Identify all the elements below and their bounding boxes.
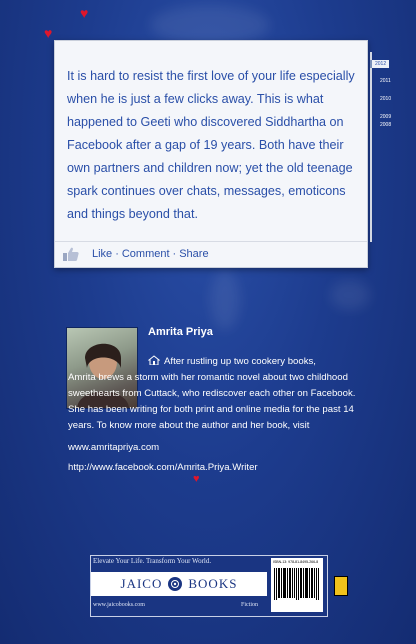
timeline-year-2009[interactable]: 2009	[380, 114, 392, 120]
author-website[interactable]: www.amritapriya.com	[68, 442, 160, 453]
publisher-mark	[334, 576, 348, 596]
timeline-year-2011[interactable]: 2011	[380, 78, 391, 84]
genre-label: Fiction	[241, 602, 259, 608]
author-facebook-url[interactable]: http://www.facebook.com/Amrita.Priya.Writer	[68, 462, 258, 473]
separator: ·	[115, 248, 119, 260]
heart-icon: ♥	[44, 25, 53, 41]
publisher-name-right: BOOKS	[188, 576, 238, 591]
barcode-box	[271, 558, 323, 612]
thumbs-up-icon	[63, 247, 79, 261]
bio-first-line	[68, 354, 368, 370]
bio-text: Amrita brews a storm with her romantic novel about two childhood sweethearts from Cuttack, who rediscover each other on Facebook. She has been writing for both print and online media for the past 14 years. To know more about the author and her book, visit	[68, 372, 356, 431]
timeline-year-2012[interactable]: 2012	[370, 60, 389, 68]
barcode	[274, 568, 320, 604]
publisher-tagline: Elevate Your Life. Transform Your World.	[93, 557, 212, 565]
publisher-name-left: JAICO	[120, 576, 163, 591]
separator: ·	[172, 248, 177, 260]
isbn-text: ISBN-13: 978-81-8495-266-8	[273, 560, 319, 564]
timeline-year-2010[interactable]: 2010	[380, 96, 392, 102]
heart-icon: ♥	[193, 473, 200, 485]
timeline-year-2008[interactable]: 2008	[380, 122, 392, 128]
smoke-wisp	[210, 270, 240, 330]
divider	[55, 241, 367, 242]
share-link[interactable]: Share	[179, 248, 209, 260]
author-bio	[68, 354, 368, 476]
author-name: Amrita Priya	[148, 326, 213, 338]
comment-link[interactable]: Comment	[121, 248, 170, 260]
bio-line1: After rustling up two cookery books,	[164, 356, 316, 367]
smoke-wisp	[150, 5, 270, 45]
facebook-post-panel	[54, 40, 368, 268]
publisher-logo	[91, 572, 267, 596]
post-text: It is hard to resist the first love of your life especially when he is just a few clicks away. This is what happened to Geeti who discovered Siddhartha on Facebook after a gap of 19 years. Both have their own partners and children now; yet the old teenage spark continues over chats, messages, emoticons and things beyond that.	[67, 69, 355, 221]
heart-icon: ♥	[80, 5, 89, 21]
smoke-wisp	[330, 280, 370, 310]
post-actions	[63, 245, 212, 263]
publisher-website[interactable]: www.jaicobooks.com	[93, 602, 145, 608]
house-icon	[148, 355, 160, 365]
timeline	[370, 52, 408, 242]
like-link[interactable]: Like	[92, 248, 113, 260]
jaico-emblem-icon	[168, 577, 182, 591]
publisher-box	[90, 555, 328, 617]
